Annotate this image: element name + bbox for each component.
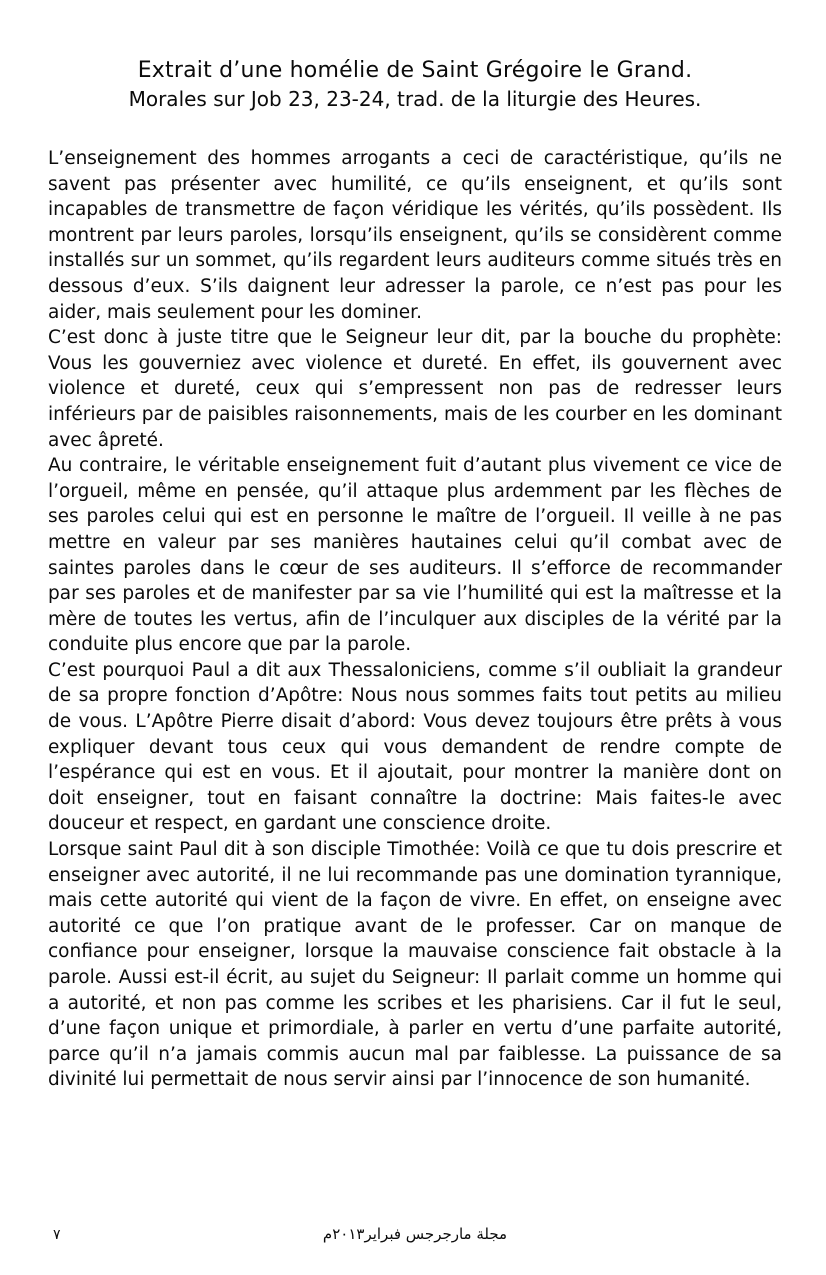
page-number: ٧ (53, 1227, 61, 1243)
journal-title-footer: مجلة مارجرجس فبراير٢٠١٣م (322, 1225, 508, 1243)
document-body (48, 146, 782, 1093)
paragraph-teaching-of-arrogant-men: L’enseignement des hommes arrogants a ceci de caractéristique, qu’ils ne savent pas présenter avec humilité, ce qu’ils enseignent, et qu’ils sont incapables de transmettre de façon véridique les vérités, qu’ils possèdent. Ils montrent par leurs paroles, lorsqu’ils enseignent, qu’ils se considèrent comme installés sur un sommet, qu’ils regardent leurs auditeurs comme situés très en dessous d’eux. S’ils daignent leur adresser la parole, ce n’est pas pour les aider, mais seulement pour les dominer. (48, 148, 782, 323)
document-title: Extrait d’une homélie de Saint Grégoire le Grand. (137, 58, 693, 83)
paragraph-paul-timothy-authority: Lorsque saint Paul dit à son disciple Timothée: Voilà ce que tu dois prescrire et enseigner avec autorité, il ne lui recommande pas une domination tyrannique, mais cette autorité qui vient de la façon de vivre. En effet, on enseigne avec autorité ce que l’on pratique avant de le professer. Car on manque de confiance pour enseigner, lorsque la mauvaise conscience fait obstacle à la parole. Aussi est-il écrit, au sujet du Seigneur: Il parlait comme un homme qui a autorité, et non pas comme les scribes et les pharisiens. Car il fut le seul, d’une façon unique et primordiale, à parler en vertu d’une parfaite autorité, parce qu’il n’a jamais commis aucun mal par faiblesse. La puissance de sa divinité lui permettait de nous servir ainsi par l’innocence de son humanité. (48, 839, 782, 1091)
page-footer (48, 1225, 782, 1247)
paragraph-lord-rebuke-prophet: C’est donc à juste titre que le Seigneur leur dit, par la bouche du prophète: Vous les gouverniez avec violence et dureté. En effet, ils gouvernent avec violence et dureté, ceux qui s’empressent non pas de redresser leurs inférieurs par de paisibles raisonnements, mais de les courber en les dominant avec âpreté. (48, 327, 782, 451)
paragraph-true-teaching-flees-pride: Au contraire, le véritable enseignement fuit d’autant plus vivement ce vice de l’orgueil, même en pensée, qu’il attaque plus ardemment par les flèches de ses paroles celui qui est en personne le maître de l’orgueil. Il veille à ne pas mettre en valeur par ses manières hautaines celui qu’il combat avec de saintes paroles dans le cœur de ses auditeurs. Il s’efforce de recommander par ses paroles et de manifester par sa vie l’humilité qui est la maîtresse et la mère de toutes les vertus, afin de l’inculquer aux disciples de la vérité par la conduite plus encore que par la parole. (48, 455, 782, 656)
document-content (48, 56, 782, 1093)
document-subtitle: Morales sur Job 23, 23-24, trad. de la liturgie des Heures. (128, 87, 702, 111)
paragraph-paul-thessalonians-peter: C’est pourquoi Paul a dit aux Thessaloniciens, comme s’il oubliait la grandeur de sa propre fonction d’Apôtre: Nous nous sommes faits tout petits au milieu de vous. L’Apôtre Pierre disait d’abord: Vous devez toujours être prêts à vous expliquer devant tous ceux qui vous demandent de rendre compte de l’espérance qui est en vous. Et il ajoutait, pour montrer la manière dont on doit enseigner, tout en faisant connaître la doctrine: Mais faites-le avec douceur et respect, en gardant une conscience droite. (48, 659, 782, 835)
